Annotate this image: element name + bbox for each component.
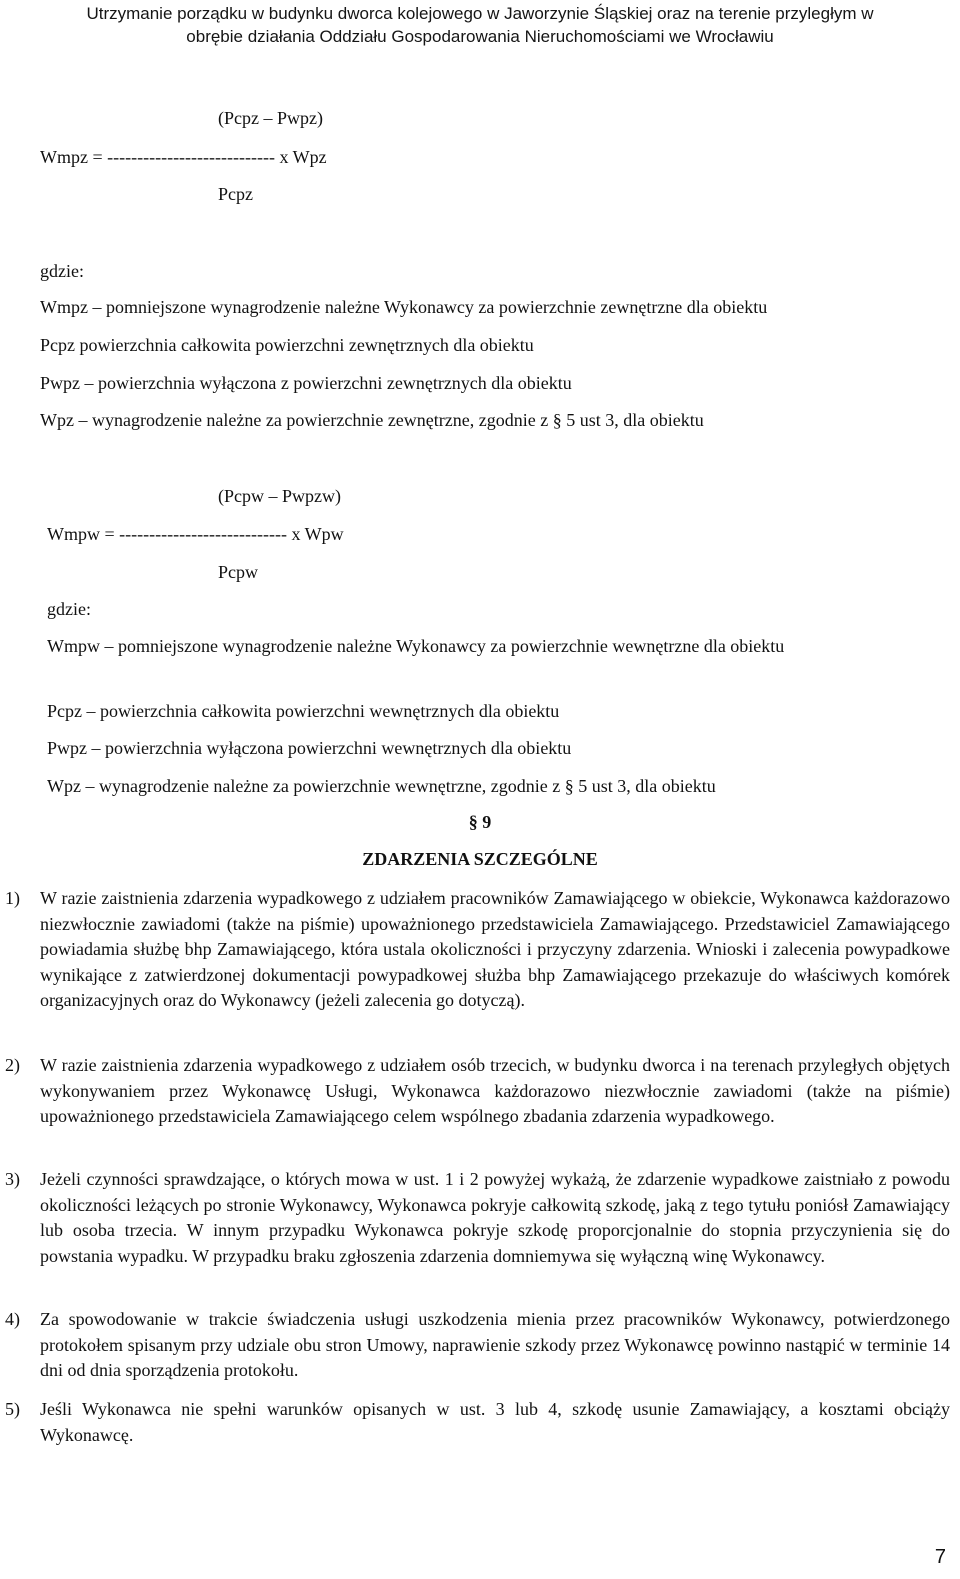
formula1-main: Wmpz = ---------------------------- x Wpz: [40, 147, 327, 167]
list-item: W razie zaistnienia zdarzenia wypadkowego z udziałem osób trzecich, w budynku dworca i na terenach przyległych objętych wykonywaniem przez Wykonawcę Usługi, Wykonawca każdorazowo niezwłocznie zawiadomi (także na piśmie) upoważnionego przedstawiciela Zamawiającego celem wspólnego zbadania zdarzenia wypadkowego.: [40, 1055, 950, 1127]
formula1-numerator: (Pcpz – Pwpz): [218, 108, 323, 128]
section-title: ZDARZENIA SZCZEGÓLNE: [362, 849, 598, 869]
header-line-2: obrębie działania Oddziału Gospodarowania Nieruchomościami we Wrocławiu: [186, 27, 774, 46]
formula2-def-pwpz: Pwpz – powierzchnia wyłączona powierzchni wewnętrznych dla obiektu: [47, 738, 572, 758]
formula2-def-wpz: Wpz – wynagrodzenie należne za powierzchnie wewnętrzne, zgodnie z § 5 ust 3, dla obiektu: [47, 776, 716, 796]
item-number: 4): [5, 1309, 20, 1329]
page-number: 7: [934, 1546, 946, 1568]
section-number: § 9: [468, 812, 492, 832]
formula1-def-pcpz: Pcpz powierzchnia całkowita powierzchni zewnętrznych dla obiektu: [40, 335, 534, 355]
item-number: 5): [5, 1399, 20, 1419]
list-item: Jeśli Wykonawca nie spełni warunków opisanych w ust. 3 lub 4, szkodę usunie Zamawiający, a kosztami obciąży Wykonawcę.: [40, 1399, 950, 1445]
formula2-def-wmpw: Wmpw – pomniejszone wynagrodzenie należne Wykonawcy za powierzchnie wewnętrzne dla obiektu: [47, 636, 785, 656]
list-item: Za spowodowanie w trakcie świadczenia usługi uszkodzenia mienia przez pracowników Wykonawcy, potwierdzonego protokołem spisanym przy udziale obu stron Umowy, naprawienie szkody przez Wykonawcę powinno nastąpić w terminie 14 dni od dnia sporządzenia protokołu.: [40, 1309, 950, 1381]
formula1-def-wmpz: Wmpz – pomniejszone wynagrodzenie należne Wykonawcy za powierzchnie zewnętrzne dla obiektu: [40, 297, 768, 317]
formula2-def-pcpz: Pcpz – powierzchnia całkowita powierzchni wewnętrznych dla obiektu: [47, 701, 560, 721]
formula2-denominator: Pcpw: [218, 562, 258, 582]
list-item: Jeżeli czynności sprawdzające, o których mowa w ust. 1 i 2 powyżej wykażą, że zdarzenie wypadkowe zaistniało z powodu okoliczności leżących po stronie Wykonawcy, Wykonawca pokryje całkowitą szkodę, jaką z tego tytułu poniósł Zamawiający lub osoba trzecia. W innym przypadku Wykonawca pokryje szkodę proporcjonalnie do stopnia przyczynienia się do powstania wypadku. W przypadku braku zgłoszenia zdarzenia domniemywa się wyłączną winę Wykonawcy.: [40, 1169, 950, 1266]
list-item: W razie zaistnienia zdarzenia wypadkowego z udziałem pracowników Zamawiającego w obiekcie, Wykonawca każdorazowo niezwłocznie zawiadomi (także na piśmie) upoważnionego przedstawiciela Zamawiającego. Przedstawiciel Zamawiającego powiadamia służbę bhp Zamawiającego, która ustala okoliczności i przyczyny zdarzenia. Wnioski i zalecenia powypadkowe wynikające z zatwierdzonej dokumentacji powypadkowej służba bhp Zamawiającego przekazuje do właściwych komórek organizacyjnych oraz do Wykonawcy (jeżeli zalecenia go dotyczą).: [40, 888, 950, 1011]
formula2-numerator: (Pcpw – Pwpzw): [218, 486, 341, 506]
item-number: 2): [5, 1055, 20, 1075]
item-number: 3): [5, 1169, 20, 1189]
formula1-denominator: Pcpz: [218, 184, 253, 204]
formula1-def-wpz: Wpz – wynagrodzenie należne za powierzchnie zewnętrzne, zgodnie z § 5 ust 3, dla obiektu: [40, 410, 704, 430]
formula1-where: gdzie:: [40, 261, 84, 281]
formula1-def-pwpz: Pwpz – powierzchnia wyłączona z powierzchni zewnętrznych dla obiektu: [40, 373, 572, 393]
formula2-main: Wmpw = ---------------------------- x Wpw: [47, 524, 344, 544]
formula2-where: gdzie:: [47, 599, 91, 619]
header-line-1: Utrzymanie porządku w budynku dworca kolejowego w Jaworzynie Śląskiej oraz na terenie przyległym w: [86, 4, 874, 23]
item-number: 1): [5, 888, 20, 908]
